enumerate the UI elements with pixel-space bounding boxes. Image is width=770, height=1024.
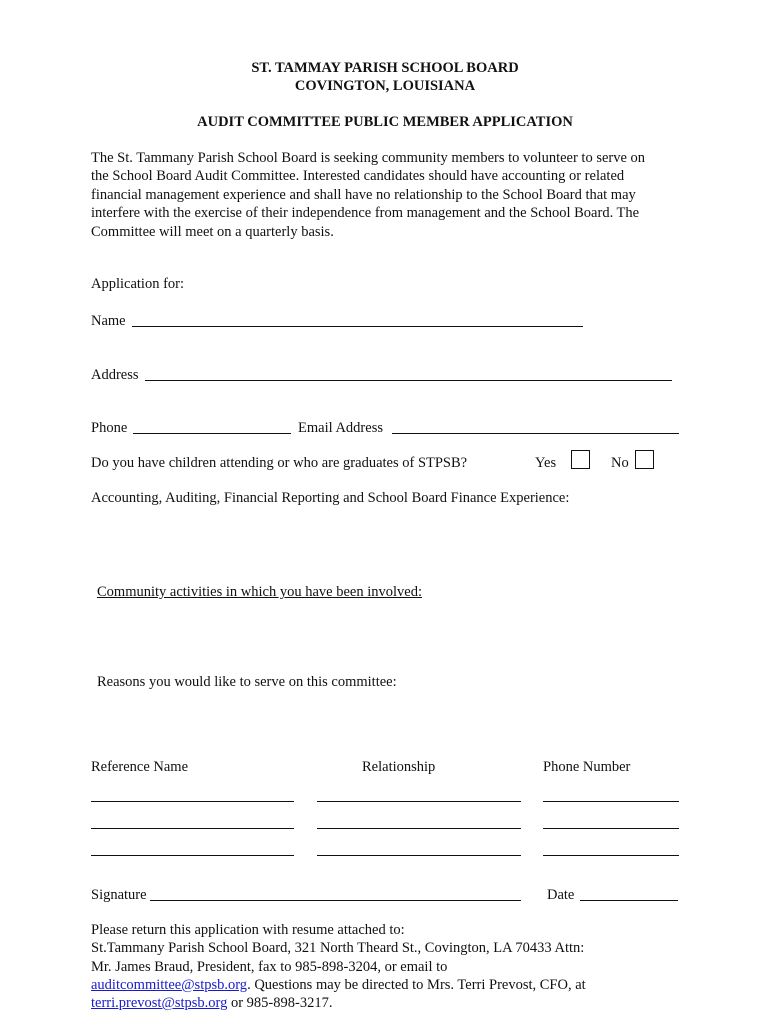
phone-label: Phone [91, 420, 128, 436]
children-question: Do you have children attending or who are graduates of STPSB? [91, 455, 468, 471]
address-field[interactable] [145, 380, 672, 381]
footer-line [91, 976, 691, 994]
intro-line: financial management experience and shall have no relationship to the School Board that may [91, 186, 636, 203]
footer-text: . Questions may be directed to Mrs. Terri Prevost, CFO, at [247, 976, 586, 993]
yes-checkbox[interactable] [571, 450, 590, 469]
reference-2-name-field[interactable] [91, 828, 294, 829]
application-for-label: Application for: [91, 276, 185, 292]
footer-line [91, 994, 691, 1012]
reference-2-phone-field[interactable] [543, 828, 679, 829]
experience-label: Accounting, Auditing, Financial Reporting and School Board Finance Experience: [91, 490, 570, 506]
reference-1-phone-field[interactable] [543, 801, 679, 802]
form-title: AUDIT COMMITTEE PUBLIC MEMBER APPLICATION [197, 114, 573, 130]
reference-3-phone-field[interactable] [543, 855, 679, 856]
reference-1-name-field[interactable] [91, 801, 294, 802]
signature-label: Signature [91, 887, 147, 903]
signature-field[interactable] [150, 900, 521, 901]
intro-line: The St. Tammany Parish School Board is seeking community members to volunteer to serve on [91, 150, 646, 166]
email-label: Email Address [298, 420, 383, 436]
reference-1-relationship-field[interactable] [317, 801, 521, 802]
name-label: Name [91, 313, 126, 329]
date-label: Date [547, 887, 575, 903]
reasons-label: Reasons you would like to serve on this committee: [97, 674, 397, 690]
reference-3-name-field[interactable] [91, 855, 294, 856]
footer-line: Please return this application with resume attached to: [91, 922, 405, 938]
name-field[interactable] [132, 326, 583, 327]
audit-committee-email-link[interactable]: auditcommittee@stpsb.org [91, 976, 248, 993]
address-label: Address [91, 367, 139, 383]
date-field[interactable] [580, 900, 678, 901]
no-checkbox[interactable] [635, 450, 654, 469]
phone-field[interactable] [133, 433, 291, 434]
org-name: ST. TAMMAY PARISH SCHOOL BOARD [251, 60, 519, 76]
community-label: Community activities in which you have been involved: [97, 584, 422, 600]
phone-number-header: Phone Number [543, 759, 631, 775]
intro-line: Committee will meet on a quarterly basis. [91, 223, 334, 240]
yes-label: Yes [535, 455, 557, 471]
reference-3-relationship-field[interactable] [317, 855, 521, 856]
footer-line: St.Tammany Parish School Board, 321 North Theard St., Covington, LA 70433 Attn: [91, 940, 585, 957]
reference-2-relationship-field[interactable] [317, 828, 521, 829]
org-location: COVINGTON, LOUISIANA [294, 78, 476, 94]
intro-line: the School Board Audit Committee. Interested candidates should have accounting or related [91, 168, 625, 185]
email-field[interactable] [392, 433, 679, 434]
return-instructions [91, 921, 691, 1012]
relationship-header: Relationship [362, 759, 436, 775]
intro-line: interfere with the exercise of their independence from management and the School Board. The [91, 205, 640, 222]
cfo-email-link[interactable]: terri.prevost@stpsb.org [91, 995, 228, 1012]
footer-text: or 985-898-3217. [227, 995, 333, 1012]
footer-line: Mr. James Braud, President, fax to 985-898-3204, or email to [91, 958, 448, 975]
reference-name-header: Reference Name [91, 759, 189, 775]
intro-paragraph [91, 149, 681, 241]
no-label: No [611, 455, 629, 471]
